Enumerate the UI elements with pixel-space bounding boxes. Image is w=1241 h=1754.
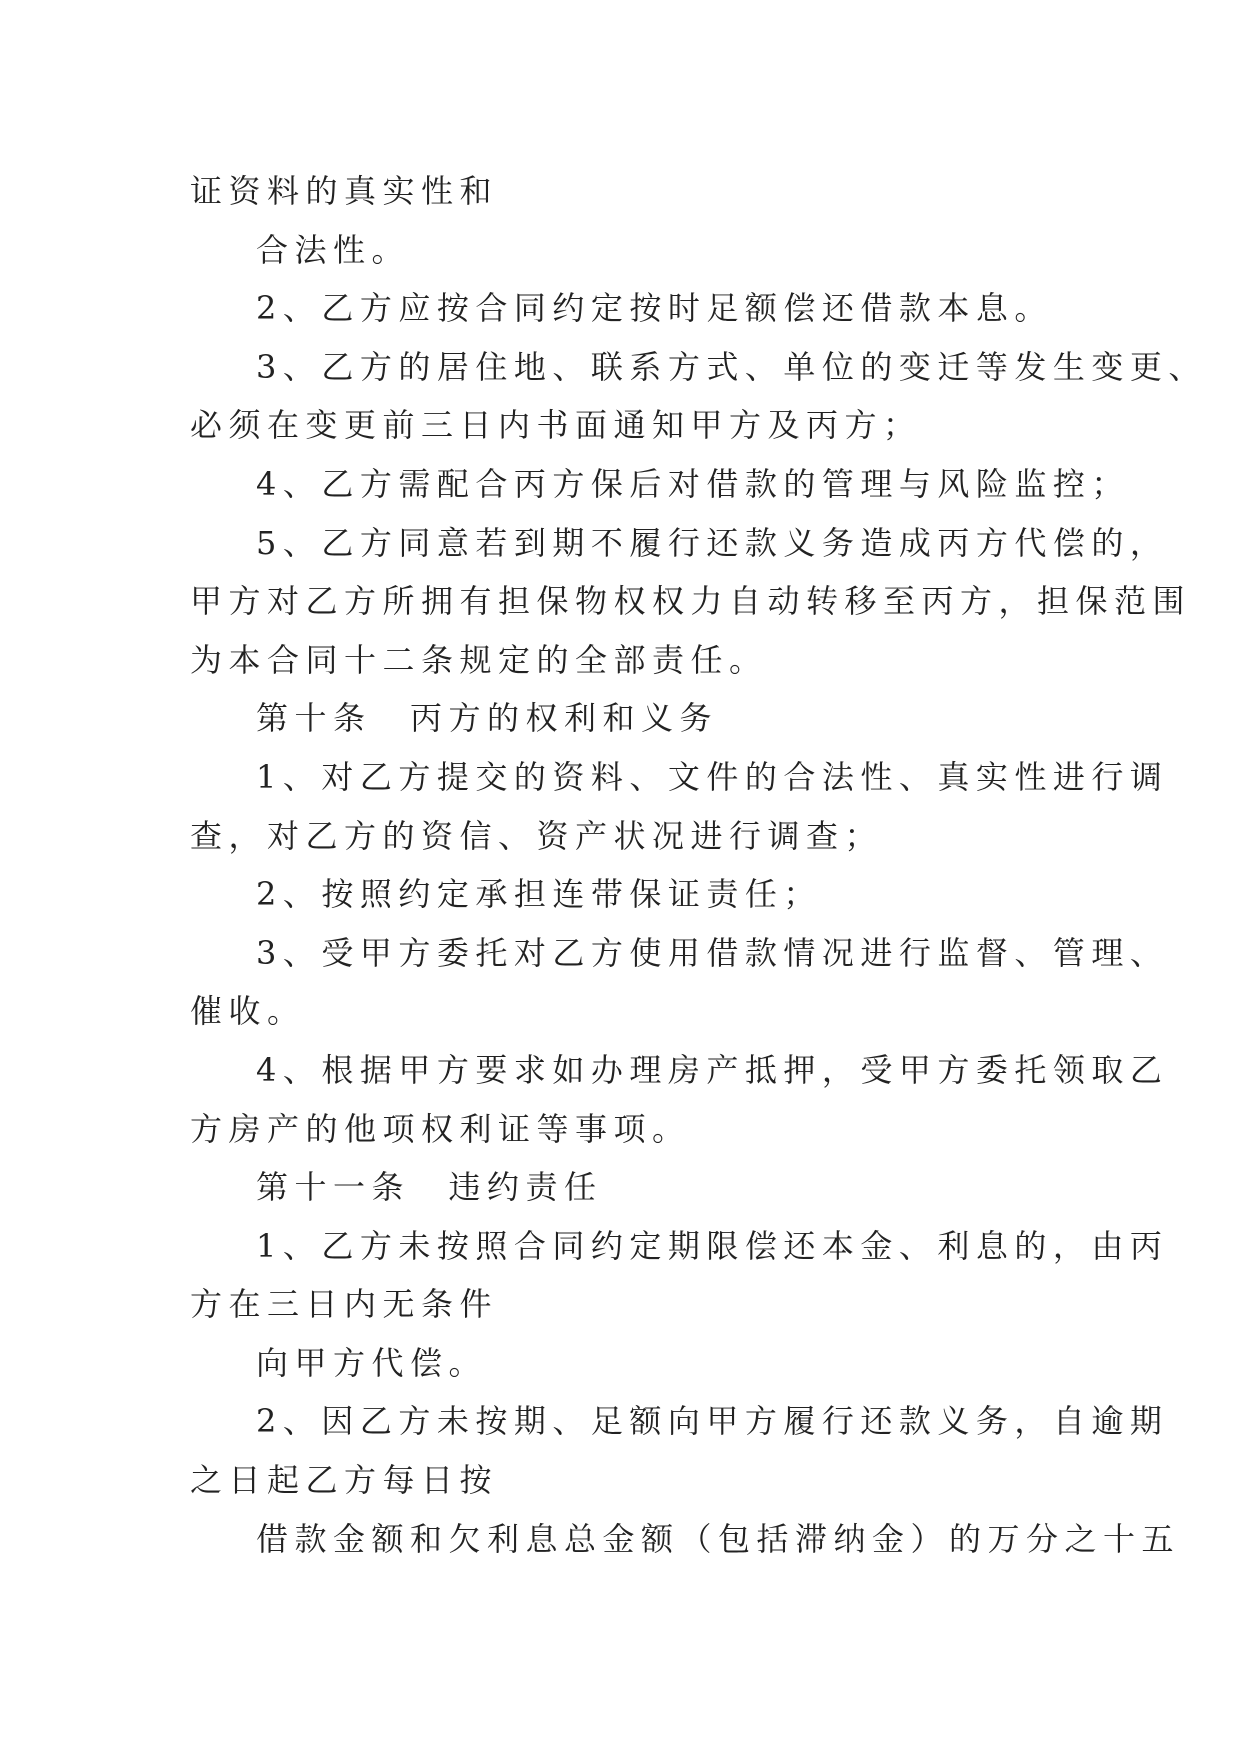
text-line: 方在三日内无条件 — [190, 1285, 499, 1324]
article-heading: 第十一条 违约责任 — [256, 1168, 603, 1207]
text-line: 之日起乙方每日按 — [190, 1461, 499, 1500]
clause-item: 4、根据甲方要求如办理房产抵押，受甲方委托领取乙 — [256, 1050, 1169, 1089]
clause-item: 3、乙方的居住地、联系方式、单位的变迁等发生变更、 — [256, 347, 1207, 386]
clause-item: 1、乙方未按照合同约定期限偿还本金、利息的，由丙 — [256, 1226, 1169, 1265]
document-body — [190, 162, 1207, 1568]
article-heading: 第十条 丙方的权利和义务 — [256, 699, 719, 738]
text-line: 方房产的他项权利证等事项。 — [190, 1109, 691, 1148]
clause-item: 1、对乙方提交的资料、文件的合法性、真实性进行调 — [256, 757, 1169, 796]
clause-item: 5、乙方同意若到期不履行还款义务造成丙方代偿的， — [256, 523, 1169, 562]
clause-item: 2、因乙方未按期、足额向甲方履行还款义务，自逾期 — [256, 1402, 1169, 1441]
text-line: 合法性。 — [256, 230, 411, 269]
clause-item: 3、受甲方委托对乙方使用借款情况进行监督、管理、 — [256, 933, 1169, 972]
clause-item: 2、按照约定承担连带保证责任； — [256, 875, 822, 914]
text-line: 借款金额和欠利息总金额（包括滞纳金）的万分之十五 — [256, 1519, 1181, 1558]
clause-item: 4、乙方需配合丙方保后对借款的管理与风险监控； — [256, 464, 1130, 503]
text-line: 甲方对乙方所拥有担保物权权力自动转移至丙方，担保范围 — [190, 582, 1192, 621]
text-line: 必须在变更前三日内书面通知甲方及丙方； — [190, 406, 922, 445]
text-line: 为本合同十二条规定的全部责任。 — [190, 640, 768, 679]
clause-item: 2、乙方应按合同约定按时足额偿还借款本息。 — [256, 289, 1053, 328]
text-line: 证资料的真实性和 — [190, 172, 499, 210]
text-line: 向甲方代偿。 — [256, 1343, 488, 1382]
text-line: 查，对乙方的资信、资产状况进行调查； — [190, 816, 884, 855]
text-line: 催收。 — [190, 992, 306, 1031]
